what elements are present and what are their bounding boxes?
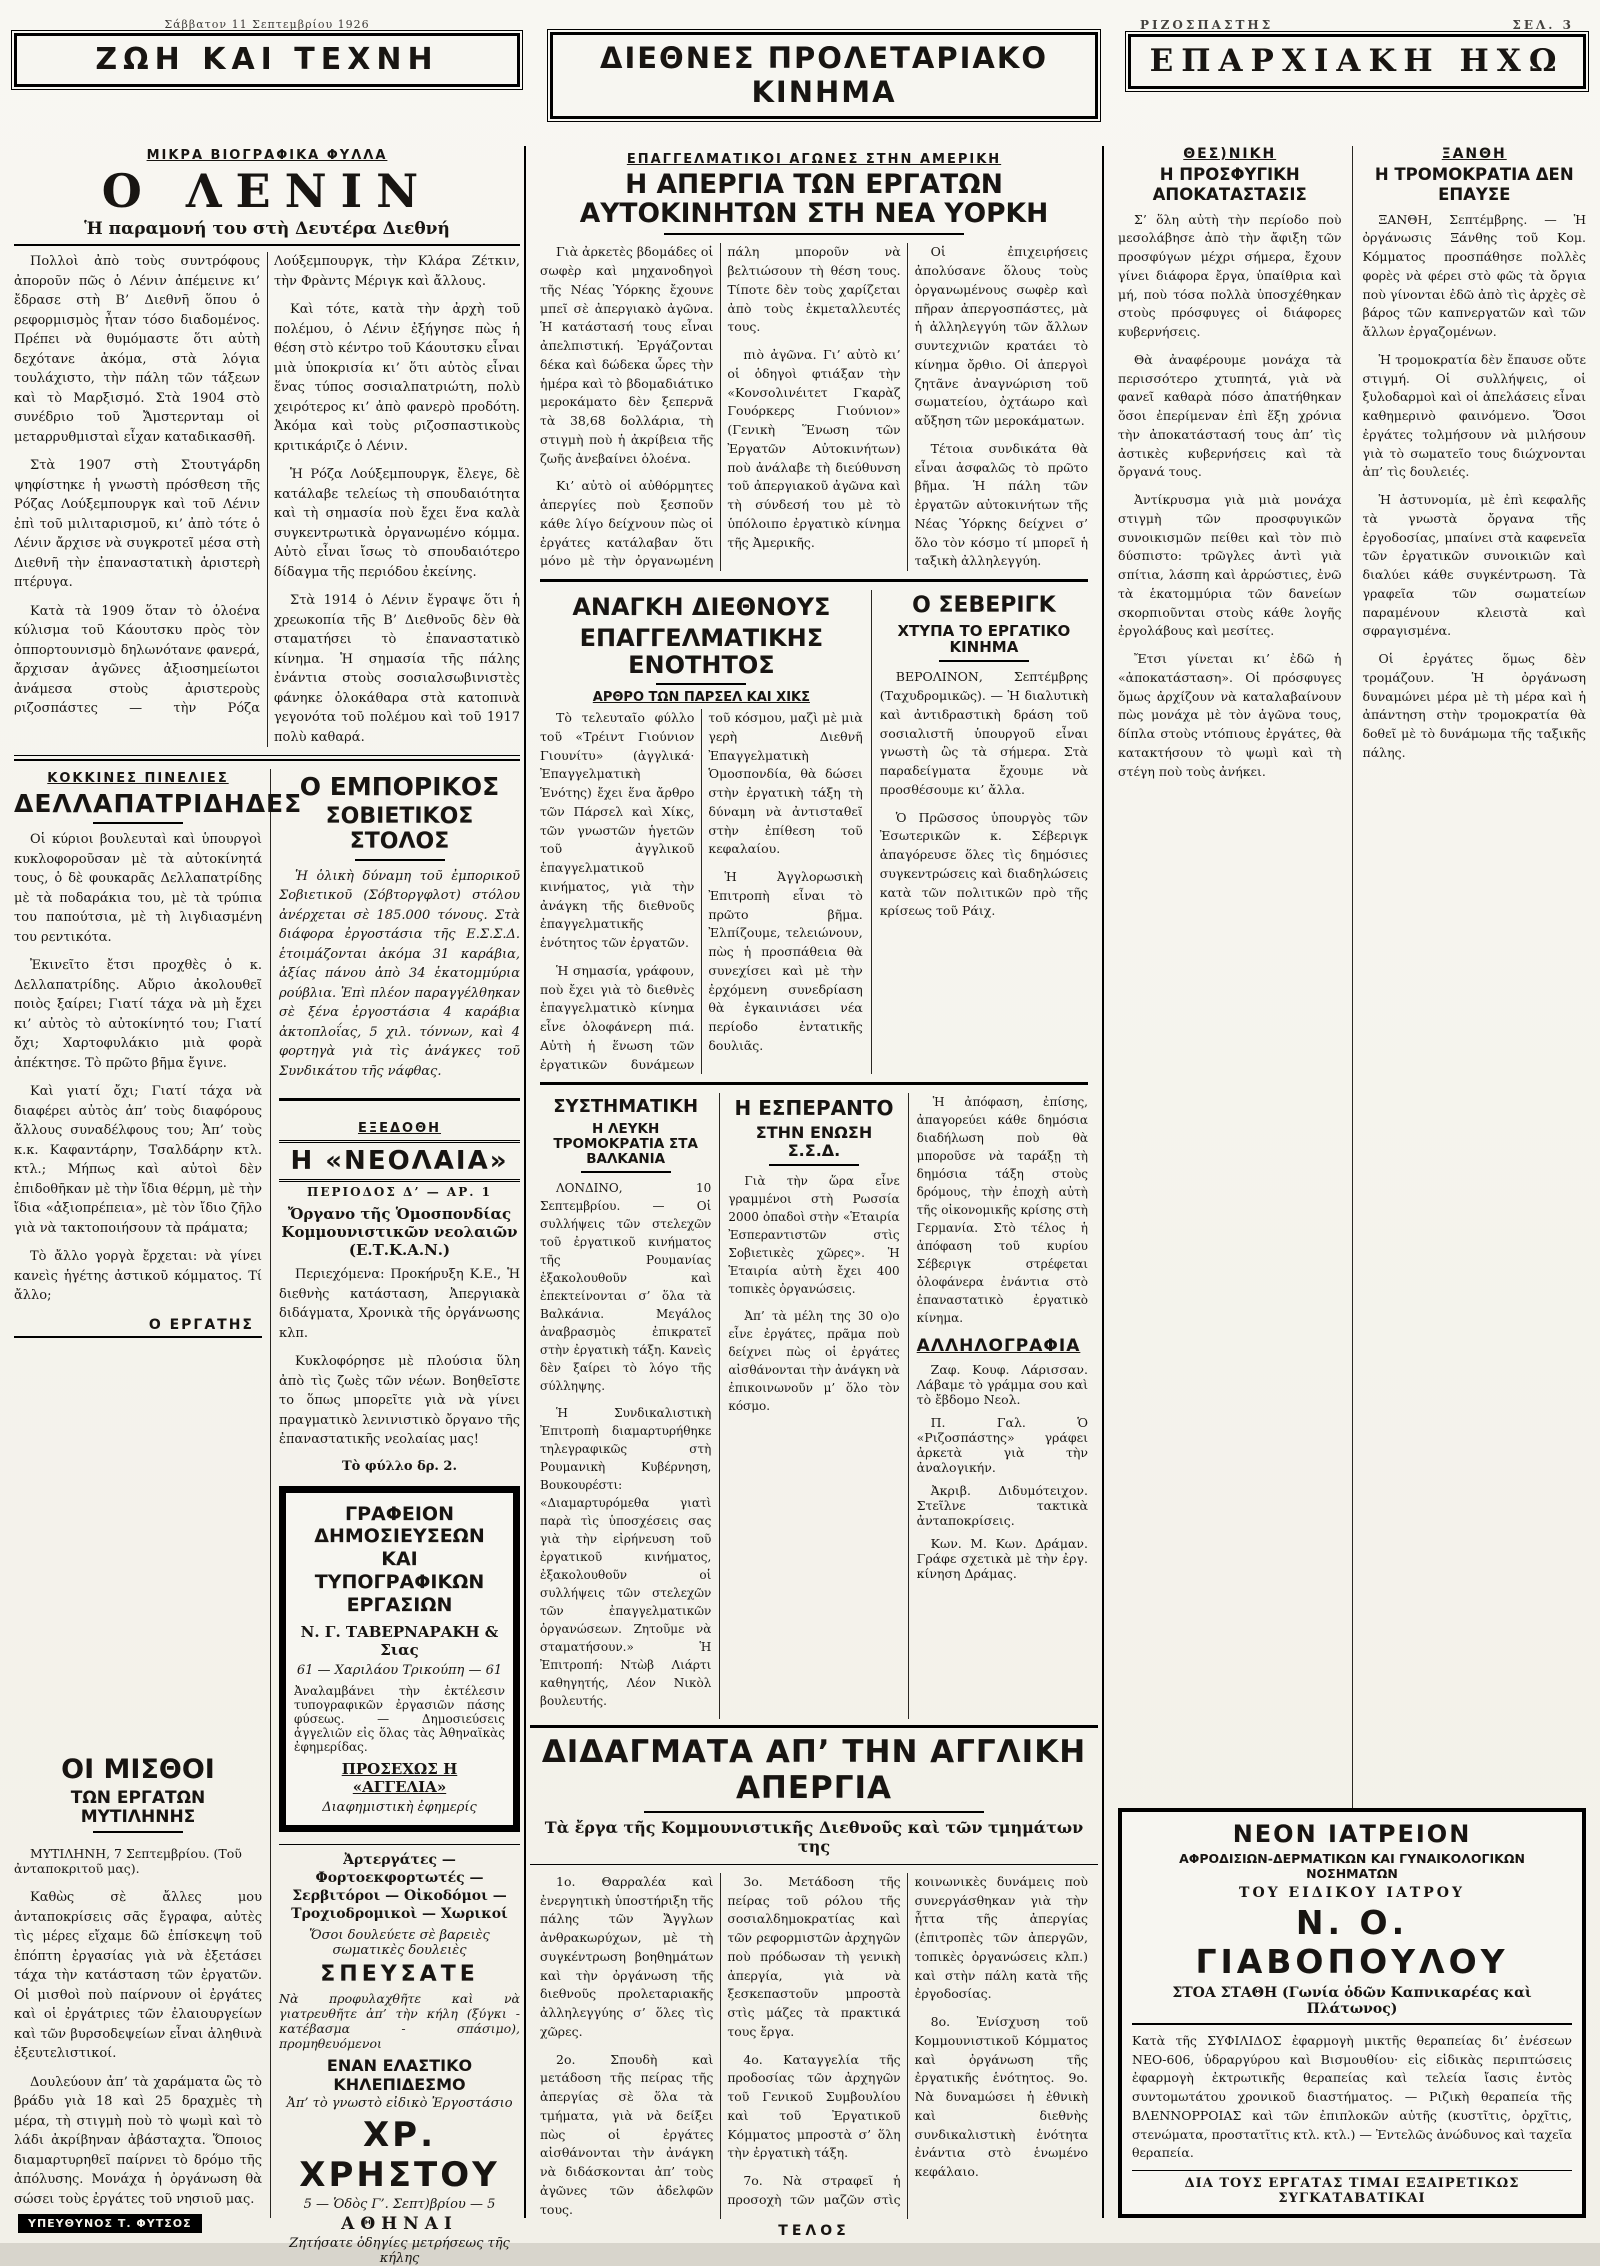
paragraph: Καὶ τότε, κατὰ τὴν ἀρχὴ τοῦ πολέμου, ὁ Λένιν ἐξήγησε πὼς ἡ θέση στὸ κέντρο τοῦ Κάουτσκυ εἶναι μιὰ ὑποκρισία κι’ ὅτι αὐτὸς εἶναι ἕνας τύπος σοσιαλπατριώτη, πολὺ χειρότερος κι’ ἀπὸ φανερὸ προδότη. Ἀκόμα καὶ τοὺς ριζοσπαστικοὺς κριτικάριζε ὁ Λένιν. <box>274 302 520 454</box>
article-severing <box>872 590 1088 1074</box>
stolos-body <box>279 867 520 1082</box>
correspondence-item: Ζαφ. Κουφ. Λάρισσαν. Λάβαμε τὸ γράμμα σου καὶ τὸ ἔβδομο Νεολ. <box>916 1362 1088 1408</box>
ad-iatreion <box>1118 1808 1586 2218</box>
paragraph: 3ο. Μετάδοση τῆς πείρας τοῦ ρόλου τῆς σοσιαλδημοκρατίας καὶ τῶν ρεφορμιστῶν ἀρχηγῶν ποὺ πρόδωσαν τὴ γενικὴ ἀπεργία, γιὰ νὰ ξεσκεπαστοῦν μπροστὰ στὶς μάζες τὰ πρακτικά τους ἔργα. <box>727 1873 901 2039</box>
kil-address: 5 — Ὁδὸς Γ’. Σεπτ)βρίου — 5 <box>303 2197 496 2213</box>
iatreion-doctor: Ν. Ο. ΓΙΑΒΟΠΟΥΛΟΥ <box>1195 1902 1509 1981</box>
paragraph: Γιὰ τὴν ὥρα εἶνε γραμμένοι στὴ Ρωσσία 2000 ὀπαδοὶ στὴν «Ἑταιρία Ἐσπεραντιστῶν στὶς Σοβιετικὲς χῶρες». Ἡ Ἑταιρία αὐτὴ ἔχει 400 τοπικὲς ὀργανώσεις. <box>728 1173 900 1296</box>
column-divider-1 <box>524 146 526 2218</box>
paragraph: Ἡ τρομοκρατία δὲν ἔπαυσε οὔτε στιγμή. Οἱ συλλήψεις, οἱ ξυλοδαρμοὶ καὶ οἱ ἀπελάσεις εἶναι καθημερινὸ φαινόμενο. Ὅσοι ἐργάτες τολμήσουν νὰ μιλήσουν γιὰ τὸ σωματεῖο τους διώχνονται ἀπ’ τὶς δουλειές. <box>1362 351 1586 480</box>
right-section <box>1108 146 1586 2218</box>
balkania-title-line2: Η ΛΕΥΚΗ ΤΡΟΜΟΚΡΑΤΙΑ ΣΤΑ ΒΑΛΚΑΝΙΑ <box>553 1120 698 1167</box>
balkania-body <box>540 1179 711 1710</box>
left-ads-stack <box>279 1474 520 2266</box>
paragraph: ΛΟΝΔΙΝΟ, 10 Σεπτεμβρίου. — Οἱ συλλήψεις τῶν στελεχῶν τοῦ ἐργατικοῦ κινήματος τῆς Ρουμανίας ἐξακολουθοῦν καὶ ἐπεκτείνονται σ’ ὅλα τὰ Βαλκάνια. Μεγάλος ἀναβρασμὸς ἐπικρατεῖ στὴν ἐργατικὴ τάξη. Κανεὶς δὲν ξαίρει τὸ λόγο τῆς σύλληψης. <box>540 1180 712 1393</box>
kil-audience: Ἀρτεργάτες — Φορτοεκφορτωτές — Σερβιτόροι — Οἰκοδόμοι — Τροχιοδρομικοὶ — Χωρικοί <box>291 1851 508 1923</box>
paragraph: Πολλοὶ ἀπὸ τοὺς συντρόφους ἀποροῦν πῶς ὁ Λένιν ἀπέμεινε κι’ ἔδρασε στὴ Β’ Διεθνῆ ὅπου ὁ ρεφορμισμὸς ἦταν τόσο διαδομένος. Πρέπει νὰ θυμόμαστε ὅτι αὐτὴ δεχότανε ἀκόμα, στὰ λόγια τουλάχιστο, τὴν πάλη τῶν τάξεων καὶ τὸ Μαρξισμό. Στὰ 1904 στὸ συνέδριο τοῦ Ἄμστερνταμ οἱ μεταρρυθμισταὶ εἶχαν καταδικασθῆ. <box>14 254 260 445</box>
paragraph: Ἀντίκρυσμα γιὰ μιὰ μονάχα στιγμὴ τῶν προσφυγικῶν συνοικισμῶν πείθει καὶ τὸν πιὸ δύσπιστο: τρῶγλες ἀντὶ γιὰ σπίτια, λάσπη καὶ ἀρρώστιες, ἐνῶ τὰ ἑκατομμύρια τῶν δανείων σκορπιοῦνται στοὺς κάθε λογῆς ἐργολάβους καὶ μεσίτες. <box>1118 492 1342 639</box>
article-kokkines <box>14 769 303 1344</box>
stolos-title-line1: Ο ΕΜΠΟΡΙΚΟΣ <box>299 772 500 802</box>
kil-body: Νὰ προφυλαχθῆτε καὶ νὰ γιατρευθῆτε ἀπ’ τὴν κήλη (ξύγκι - κατέβασμα - σπάσιμο), προμηθευόμενοι <box>279 1991 520 2052</box>
severing-body <box>880 668 1088 921</box>
paragraph: Ὁ Πρῶσσος ὑπουργὸς τῶν Ἐσωτερικῶν κ. Σέβεριγκ ἀπαγόρευσε ὅλες τὶς δημόσιες συγκεντρώσεις καὶ διαδηλώσεις κατὰ τῶν πολιτικῶν πρὸ τῆς κρίσεως τοῦ Ράιχ. <box>879 809 1088 919</box>
paragraph: ΞΑΝΘΗ, Σεπτέμβρης. — Ἡ ὀργάνωσις Ξάνθης τοῦ Κομ. Κόμματος προσπάθησε πολλὲς φορὲς νὰ φέρει στὸ φῶς τὰ ὄργια ποὺ γίνονται ἐδῶ ἀπὸ τὶς ἀρχὲς σὲ βάρος τῶν καπνεργατῶν καὶ τῶν ἄλλων ἐργαζομένων. <box>1362 211 1586 340</box>
paragraph: 7ο. Νὰ στραφεῖ ἡ προσοχὴ τῶν μαζῶν στὶς κοινωνικὲς δυνάμεις ποὺ συνεργάσθηκαν γιὰ τὴν ἧττα τῆς ἀπεργίας (ἐπιτροπὲς τῶν ἀπεργῶν, τοπικὲς ὀργανώσεις κλπ.) καὶ στὴν πάλη κατὰ τῆς ἐργοδοσίας. <box>727 1873 1088 2207</box>
esperanto-title-line1: Η ΕΣΠΕΡΑΝΤΟ <box>734 1096 894 1121</box>
paragraph: 2ο. Σπουδὴ καὶ μετάδοση τῆς πείρας τῆς ἀπεργίας σὲ ὅλα τὰ τμήματα, γιὰ νὰ δείξει πὼς οἱ ἐργάτες αἰσθάνονται τὴν ἀνάγκη νὰ διδάσκονται ἀπ’ τοὺς ἀγῶνες τῶν ἀδελφῶν τους. <box>540 2051 714 2217</box>
stolos-title-line2: ΣΟΒΙΕΤΙΚΟΣ ΣΤΟΛΟΣ <box>325 804 474 854</box>
issue-date: Σάββατον 11 Σεπτεμβρίου 1926 <box>164 18 370 31</box>
lenin-kicker: ΜΙΚΡΑ ΒΙΟΓΡΑΦΙΚΑ ΦΥΛΛΑ <box>146 148 388 163</box>
paragraph: Δουλεύουν ἀπ’ τὰ χαράματα ὣς τὸ βράδυ γιὰ 18 καὶ 25 δραχμὲς τὴ μέρα, τὴ στιγμὴ ποὺ τὸ ψωμὶ καὶ τὸ λάδι ἀκρίβηναν ἀβάσταχτα. Ὅποιος διαμαρτυρηθεῖ παίρνει τὸ δρόμο τῆς ἀπόλυσης. Μονάχα ἡ ὀργάνωση θὰ σώσει τοὺς ἐργάτες τοῦ νησιοῦ μας. <box>14 2074 262 2207</box>
article-stolos <box>279 769 520 1090</box>
neolaia-body <box>279 1265 520 1450</box>
grafeion-address: 61 — Χαριλάου Τρικούπη — 61 <box>296 1662 503 1678</box>
iatreion-address: ΣΤΟΑ ΣΤΑΘΗ (Γωνία ὁδῶν Καπνικαρέας καὶ Πλάτωνος) <box>1132 1985 1572 2025</box>
neolaia-issue: ΠΕΡΙΟΔΟΣ Δ’ — ΑΡ. 1 <box>307 1185 492 1200</box>
paragraph: Στὰ 1914 ὁ Λένιν ἔγραψε ὅτι ἡ χρεωκοπία τῆς Β’ Διεθνοῦς δὲν θὰ σταματήσει τὸ ἐπαναστατικὸ κίνημα. Ἡ σημασία τῆς πάλης ἐνάντια στοὺς σοσιαλσωβινιστὲς φάνηκε ὁλοκάθαρα στὰ κατοπινὰ γεγονότα τοῦ πολέμου καὶ τοῦ 1917 πολὺ καθαρά. <box>274 593 520 745</box>
kokkines-signature: Ο ΕΡΓΑΤΗΣ <box>14 1315 262 1338</box>
enotis-title-line2: ΕΠΑΓΓΕΛΜΑΤΙΚΗΣ ΕΝΟΤΗΤΟΣ <box>579 623 824 679</box>
misthoi-dateline: ΜΥΤΙΛΗΝΗ, 7 Σεπτεμβρίου. (Τοῦ ἀνταποκριτοῦ μας). <box>14 1845 242 1876</box>
mid-row-1 <box>540 590 1088 1074</box>
grafeion-body: Ἀναλαμβάνει τὴν ἐκτέλεσιν τυπογραφικῶν ἐργασιῶν πάσης φύσεως. — Δημοσιεύσεις ἀγγελιῶν εἰς ὅλας τὰς Ἀθηναϊκὰς ἐφημερίδας. <box>294 1683 505 1754</box>
title-rule <box>93 822 183 824</box>
paragraph: 1ο. Θαρραλέα καὶ ἐνεργητικὴ ὑποστήριξη τῆς πάλης τῶν Ἄγγλων ἀνθρακωρύχων, μὲ τὴ συγκέντρωση βοηθημάτων καὶ τὴν ὀργάνωση τῆς διεθνοῦς προλεταριακῆς ἀλληλεγγύης σ’ ὅλες τὶς χῶρες. <box>540 1873 714 2039</box>
grafeion-line2: ΚΑΙ ΤΥΠΟΓΡΑΦΙΚΩΝ ΕΡΓΑΣΙΩΝ <box>314 1548 485 1616</box>
kil-from: Ἀπ’ τὸ γνωστὸ εἰδικὸ Ἐργοστάσιο <box>286 2096 513 2112</box>
mid-row-2 <box>540 1093 1088 1718</box>
masthead-left-title: ΖΩΗ ΚΑΙ ΤΕΧΝΗ <box>14 33 520 87</box>
ad-rule <box>279 1844 520 1845</box>
masthead-center <box>550 18 1098 119</box>
didagmata-end: ΤΕΛΟΣ <box>778 2223 850 2240</box>
title-rule <box>656 683 746 685</box>
paragraph: Ἐκινεῖτο ἔτσι προχθὲς ὁ κ. Δελλαπατρίδης. Αὔριο ἀκολουθεῖ ποιὸς ξαίρει; Γιατί τάχα νὰ μὴ ἔχει κι’ αὐτὸς τὸ αὐτοκίνητό του; Γιατί ὄχι; Χαρτοφυλάκιο μιὰ φορὰ ἀπέκτησε. Τὸ πρῶτο βῆμα ἔγινε. <box>14 958 262 1071</box>
article-prosfygiki <box>1118 146 1342 1808</box>
lenin-subtitle: Ἡ παραμονή του στὴ Δευτέρα Διεθνή <box>14 219 520 246</box>
allilografia-title: ΑΛΛΗΛΟΓΡΑΦΙΑ <box>916 1336 1081 1357</box>
xanthi-kicker: ΞΑΝΘΗ <box>1441 146 1507 162</box>
iatreion-line1: ΑΦΡΟΔΙΣΙΩΝ-ΔΕΡΜΑΤΙΚΩΝ ΚΑΙ ΓΥΝΑΙΚΟΛΟΓΙΚΩΝ ΝΟΣΗΜΑΤΩΝ <box>1179 1850 1525 1881</box>
middle-section <box>530 146 1098 2240</box>
article-enotis <box>540 590 872 1074</box>
section-rule <box>540 579 1088 582</box>
misthoi-title-line1: ΟΙ ΜΙΣΘΟΙ <box>61 1753 215 1785</box>
paragraph: Ἡ ἀστυνομία, μὲ ἐπὶ κεφαλῆς τὰ γνωστὰ ὄργανα τῆς ἐργοδοσίας, μπαίνει στὰ καφενεῖα τῶν ἐργατικῶν συνοικιῶν καὶ διαλύει κάθε συγκέντρωση. Τὰ γραφεῖα τῶν σωματείων παραμένουν κλειστὰ καὶ σφραγισμένα. <box>1362 492 1586 639</box>
paragraph: Καθὼς σὲ ἄλλες μου ἀνταποκρίσεις σᾶς ἔγραφα, αὐτὲς τὶς μέρες εἴχαμε δῶ ἐπίσκεψη τοῦ ἐπόπτη ἐργασίας γιὰ νὰ ἐξετάσει τάχα τὴν κατάσταση τῶν ἐργατῶν. Οἱ μισθοὶ ποὺ παίρνουν οἱ ἐργάτες καὶ οἱ ἐργάτριες τῶν ἐλαιουργείων καὶ τῶν βυρσοδεψείων εἶναι ἀληθινὰ ἐξευτελιστικοί. <box>14 1890 262 2061</box>
paragraph: πιὸ ἀγῶνα. Γι’ αὐτὸ κι’ οἱ ὁδηγοὶ φτιάξαν τὴν «Κονσολινέιτετ Γκαρὰζ Γουόρκερς Γιούνιον» (Γενικὴ Ἕνωση τῶν Ἐργατῶν Αὐτοκινήτων) ποὺ ἀνάλαβε τὴ διεύθυνση τοῦ ἀπεργιακοῦ ἀγῶνα καὶ τὴ σύνδεσή του μὲ τὸ ὑπόλοιπο ἐργατικὸ κίνημα τῆς Ἀμερικῆς. <box>727 347 901 550</box>
ny-title: Η ΑΠΕΡΓΙΑ ΤΩΝ ΕΡΓΑΤΩΝ ΑΥΤΟΚΙΝΗΤΩΝ ΣΤΗ ΝΕΑ ΥΟΡΚΗ <box>579 169 1049 230</box>
paragraph: Ἡ Συνδικαλιστικὴ Ἐπιτροπὴ διαμαρτυρήθηκε τηλεγραφικῶς στὴ Ρουμανικὴ Κυβέρνηση, Βουκουρέστι: «Διαμαρτυρόμεθα γιατὶ παρὰ τὶς ὑποσχέσεις σας γιὰ τὴν εἰρήνευση τοῦ ἐργατικοῦ κινήματος, ἐξακολουθοῦν οἱ συλλήψεις τῶν στελεχῶν τῶν ἐπαγγελματικῶν ὀργανώσεων. Ζητοῦμε νὰ σταματήσουν.» Ἡ Ἐπιτροπή: Ντὼβ Λιάρτι καθηγητής, Λέον Νικὸλ βουλευτής. <box>540 1405 712 1708</box>
masthead-right-topline <box>1128 18 1586 32</box>
misthoi-title-line2: ΤΩΝ ΕΡΓΑΤΩΝ ΜΥΤΙΛΗΝΗΣ <box>70 1787 206 1827</box>
grafeion-coming: ΠΡΟΣΕΧΩΣ Η «ΑΓΓΕΛΙΑ» <box>341 1759 458 1796</box>
paragraph: Ἡ ὁλικὴ δύναμη τοῦ ἐμπορικοῦ Σοβιετικοῦ (Σόβτοργφλοτ) στόλου ἀνέρχεται σὲ 185.000 τόνους. Στὰ διάφορα ἐργοστάσια τῆς Ε.Σ.Σ.Δ. ἑτοιμάζονται ἀκόμα 31 καράβια, ἀξίας πάνου ἀπὸ 34 ἑκατομμύρια ρούβλια. Ἐπὶ πλέον παραγγέλθηκαν σὲ ξένα ἐργοστάσια 4 καράβια ἀκτοπλοΐας, 5 χιλ. τόννων, καὶ 4 φορτηγὰ γιὰ τὶς ἀνάγκες τοῦ Συνδικάτου τῆς νάφθας. <box>279 868 520 1079</box>
enotis-title-line1: ΑΝΑΓΚΗ ΔΙΕΘΝΟΥΣ <box>572 593 831 622</box>
paragraph: Σ’ ὅλη αὐτὴ τὴν περίοδο ποὺ μεσολάβησε ἀπὸ τὴν ἄφιξη τῶν προσφύγων μέχρι σήμερα, ἔχουν γίνει διάφορα ἔργα, ὑπαίθρια καὶ μή, ποὺ τόσα πολλὰ ὑποσχέθηκαν στοὺς πρόσφυγες οἱ διάφορες κυβερνήσεις. <box>1118 211 1342 340</box>
masthead-right <box>1128 18 1586 89</box>
iatreion-footer: ΔΙΑ ΤΟΥΣ ΕΡΓΑΤΑΣ ΤΙΜΑΙ ΕΞΑΙΡΕΤΙΚΩΣ ΣΥΓΚΑΤΑΒΑΤΙΚΑΙ <box>1132 2170 1572 2206</box>
kil-firm: ΧΡ. ΧΡΗΣΤΟΥ <box>299 2115 500 2196</box>
printer-mark: ΥΠΕΥΘΥΝΟΣ Τ. ΦΥΤΣΟΣ <box>18 2214 202 2233</box>
paragraph: Κι’ αὐτὸ οἱ αὐθόρμητες ἀπεργίες ποὺ ξεσποῦν κάθε λίγο δείχνουν πὼς οἱ ἐργάτες κατάλαβαν ὅτι μόνο μὲ τὴν ὀργανωμένη πάλη μποροῦν νὰ βελτιώσουν τὴ θέση τους. Τίποτε δὲν τοὺς χαρίζεται ἀπὸ τοὺς ἐκμεταλλευτές τους. <box>540 244 901 569</box>
kokkines-kicker: ΚΟΚΚΙΝΕΣ ΠΙΝΕΛΙΕΣ <box>47 771 229 787</box>
masthead-center-title: ΔΙΕΘΝΕΣ ΠΡΟΛΕΤΑΡΙΑΚΟ ΚΙΝΗΜΑ <box>550 32 1098 119</box>
correspondence-item: Κων. Μ. Κων. Δράμαν. Γράφε σχετικὰ μὲ τὴν ἐργ. κίνηση Δράμας. <box>916 1536 1088 1582</box>
didagmata-subtitle: Τὰ ἔργα τῆς Κομμουνιστικῆς Διεθνοῦς καὶ τῶν τμημάτων της <box>544 1817 1084 1856</box>
kil-note: Ζητήσατε ὁδηγίες μετρήσεως τῆς κήλης <box>289 2236 510 2266</box>
article-misthoi <box>14 1751 262 2218</box>
paragraph: 8ο. Ἐνίσχυση τοῦ Κομμουνιστικοῦ Κόμματος καὶ ὀργάνωση τῆς ἐργατικῆς ἑνότητος. 9ο. Νὰ δυναμώσει ἡ ἐθνικὴ καὶ διεθνὴς συνδικαλιστικὴ ἑνότητα ἐνάντια στὸ ἑνωμένο κεφάλαιο. <box>914 2014 1088 2180</box>
neolaia-price: Τὸ φύλλο δρ. 2. <box>341 1458 458 1474</box>
title-rule <box>769 1164 859 1166</box>
paper-name: ΡΙΖΟΣΠΑΣΤΗΣ <box>1140 18 1274 32</box>
grafeion-firm: Ν. Γ. ΤΑΒΕΡΝΑΡΑΚΗ & Σιας <box>300 1622 499 1659</box>
neolaia-title: Η «ΝΕΟΛΑΙΑ» <box>279 1140 520 1182</box>
article-esperanto <box>719 1093 907 1718</box>
lenin-body <box>14 252 520 747</box>
paragraph: Γιὰ ἀρκετὲς βδομάδες οἱ σωφὲρ καὶ μηχανοδηγοὶ τῆς Νέας Ὑόρκης ἔχουνε μπεῖ σὲ ἀπεργιακὸ ἀγῶνα. Ἡ κατάστασή τους εἶναι ἀπελπιστική. Ἐργάζονται δέκα καὶ δώδεκα ὧρες τὴν ἡμέρα καὶ τὸ βδομαδιάτικο μεροκάματο δὲν ξεπερνᾶ τὰ 38,68 δολλάρια, τὴ στιγμὴ ποὺ ἡ ἀκρίβεια τῆς ζωῆς ἀνεβαίνει ὁλοένα. <box>540 244 714 466</box>
paragraph: ΒΕΡΟΛΙΝΟΝ, Σεπτέμβρης (Ταχυδρομικῶς). — Ἡ διαλυτικὴ καὶ ἀντιδραστικὴ δράση τοῦ σοσιαλιστῆ ὑπουργοῦ εἶναι γνωστὴ ὣς τὰ σήμερα. Στὰ παραδείγματα ἔχουμε νὰ προσθέσουμε κι’ ἄλλα. <box>879 669 1088 797</box>
article-ny-strike <box>540 146 1088 571</box>
article-balkania <box>540 1093 719 1718</box>
paragraph: Ἀπ’ τὰ μέλη της 30 ο)ο εἶνε ἐργάτες, πρᾶμα ποὺ δείχνει πὼς οἱ ἐργάτες αἰσθάνονται τὴν ἀνάγκη νὰ ἐπικοινωνοῦν μ’ ὅλο τὸν κόσμο. <box>728 1308 900 1413</box>
severing-title-line1: Ο ΣΕΒΕΡΙΓΚ <box>912 593 1056 619</box>
paragraph: Ἡ σημασία, γράφουν, ποὺ ἔχει γιὰ τὸ διεθνὲς ἐπαγγελματικὸ κίνημα εἶνε ὁλοφάνερη πιά. Αὐτὴ ἡ ἕνωση τῶν ἐργατικῶν δυνάμεων τοῦ κόσμου, μαζὶ μὲ μιὰ γερὴ Διεθνῆ Ἐπαγγελματικὴ Ὁμοσπονδία, θὰ δώσει στὴν ἐργατικὴ τάξη τὴ δύναμη νὰ ἀντισταθεῖ στὴν ἐπίθεση τοῦ κεφαλαίου. <box>540 710 863 1072</box>
paragraph: Καὶ γιατί ὄχι; Γιατί τάχα νὰ διαφέρει αὐτὸς ἀπ’ τοὺς διαφόρους ἄλλους συναδέλφους του; Ἀπ’ τοὺς κ.κ. Καφαντάρην, Τσαλδάρην κτλ. κτλ.; Μήπως καὶ αὐτοὶ δὲν ἐπιδοθῆκαν μὲ τὴν ἴδια θέρμη, μὲ τὴν ἴδια «ἀξιοπρέπεια», μὲ τὸν ἴδιο ζῆλο γιὰ νὰ τακτοποιήσουν τὰ πράματα; <box>14 1084 262 1236</box>
column-divider-2 <box>1102 146 1104 2218</box>
grafeion-tagline: Διαφημιστικὴ ἐφημερίς <box>322 1799 477 1815</box>
article-lenin <box>14 146 520 747</box>
section-rule <box>14 755 520 761</box>
paragraph: Κατὰ τὰ 1909 ὅταν τὸ ὁλοένα κύλισμα τοῦ Κάουτσκυ πρὸς τὸν ὀππορτουνισμὸ δηλωνότανε φανερά, ἄρχισαν ἀγῶνες ἀξιοσημείωτοι ἀνάμεσα στοὺς ἀριστεροὺς ριζοσπάστες — τὴν Ρόζα Λούξεμπουργκ, τὴν Κλάρα Ζέτκιν, τὴν Φρὰντς Μέριγκ καὶ ἄλλους. <box>14 254 520 717</box>
iatreion-title: ΝΕΟΝ ΙΑΤΡΕΙΟΝ <box>1232 1819 1472 1848</box>
enotis-subtitle: ΑΡΘΡΟ ΤΩΝ ΠΑΡΣΕΛ ΚΑΙ ΧΙΚΣ <box>592 689 810 705</box>
severing-title-line2: ΧΤΥΠΑ ΤΟ ΕΡΓΑΤΙΚΟ ΚΙΝΗΜΑ <box>897 621 1071 657</box>
kil-product: ΕΝΑΝ ΕΛΑΣΤΙΚΟ ΚΗΛΕΠΙΔΕΣΜΟ <box>326 2056 473 2095</box>
ny-body <box>540 243 1088 571</box>
paragraph: Τέτοια συνδικάτα θὰ εἶναι ἀσφαλῶς τὸ πρῶτο βῆμα. Ἡ πάλη τῶν ἐργατῶν αὐτοκινήτων τῆς Νέας Ὑόρκης δείχνει σ’ ὅλο τὸν κόσμο τί μπορεῖ ἡ ταξικὴ ἀλληλεγγύη. <box>914 440 1088 569</box>
paragraph: Περιεχόμενα: Προκήρυξη Κ.Ε., Ἡ διεθνὴς κατάσταση, Ἀπεργιακὰ διδάγματα, Χρονικὰ τῆς ὀργάνωσης κλπ. <box>279 1267 520 1341</box>
title-rule <box>939 660 1029 662</box>
masthead-right-title: ΕΠΑΡΧΙΑΚΗ ΗΧΩ <box>1128 34 1586 89</box>
iatreion-body: Κατὰ τῆς ΣΥΦΙΛΙΔΟΣ ἐφαρμογὴ μικτῆς θεραπείας δι’ ἐνέσεων ΝΕΟ-606, ὑδραργύρου καὶ Βισμουθίου· εἰς εἰδικὰς περιπτώσεις ἐφαρμογὴ ἐκτρωτικῆς θεραπείας καὶ τελεία ἴασις ἐντὸς συντομωτάτου χρονικοῦ διαστήματος. — Ριζικὴ θεραπεία τῆς ΒΛΕΝΝΟΡΡΟΙΑΣ καὶ τῶν ἐπιπλοκῶν αὐτῆς (κυστῖτις, ὀρχῖτις, στενώματα, προστατῖτις κτλ. κτλ.) — Ἐντελῶς ἀνώδυνος καὶ ταχεῖα θεραπεία. <box>1132 2032 1572 2161</box>
paragraph: Ἡ Ἀγγλορωσικὴ Ἐπιτροπὴ εἶναι τὸ πρῶτο βῆμα. Ἐλπίζουμε, τελειώνουν, πὼς ἡ προσπάθεια θὰ συνεχίσει καὶ μὲ τὴν ἐρχόμενη συνεδρίαση θὰ ἐγκαινιάσει νέα περίοδο ἐντατικῆς δουλιᾶς. <box>708 869 863 1053</box>
paragraph: Ἔτσι γίνεται κι’ ἐδῶ ἡ «ἀποκατάσταση». Οἱ πρόσφυγες ὅμως ἀρχίζουν νὰ καταλαβαίνουν πὼς μονάχα μὲ τὸν ἀγῶνα τους, δίπλα στοὺς ντόπιους ἐργάτες, θὰ κατακτήσουν τὸ ψωμὶ καὶ τὴ στέγη ποὺ τοὺς ἀνήκει. <box>1118 651 1342 779</box>
paragraph: Τὸ τελευταῖο φύλλο τοῦ «Τρέιντ Γιούνιον Γιουνίτυ» (ἀγγλικά· Ἐπαγγελματικὴ Ἑνότης) ἔχει ἕνα ἄρθρο τῶν Πάρσελ καὶ Χίκς, τῶν γνωστῶν ἡγετῶν τοῦ ἀγγλικοῦ ἐπαγγελματικοῦ κινήματος, γιὰ τὴν ἀνάγκη τῆς διεθνοῦς ἐπαγγελματικῆς ἑνότητος τῶν ἐργατῶν. <box>540 710 695 951</box>
didagmata-body <box>540 1873 1088 2220</box>
masthead-left <box>14 18 520 87</box>
title-rule <box>93 1831 183 1833</box>
paragraph: Οἱ ἐπιχειρήσεις ἀπολύσανε ὅλους τοὺς ὀργανωμένους σωφὲρ καὶ πῆραν ἀπεργοσπάστες, μὰ ἡ ἀλληλεγγύη τῶν ἄλλων συντεχνιῶν κρατάει τὸ κίνημα ὄρθιο. Οἱ ἀπεργοὶ ζητᾶνε ἀναγνώριση τοῦ σωματείου, ὀχτάωρο καὶ αὔξηση τῶν μεροκάματων. <box>914 244 1088 429</box>
kokkines-title: ΔΕΛΛΑΠΑΤΡΙΔΗΔΕΣ <box>14 789 303 819</box>
esperanto-title-line2: ΣΤΗΝ ΕΝΩΣΗ Σ.Σ.Δ. <box>755 1122 873 1160</box>
esperanto-body <box>728 1172 899 1415</box>
section-rule <box>279 1098 520 1101</box>
paragraph: Ἡ Ρόζα Λούξεμπουργκ, ἔλεγε, δὲ κατάλαβε τελείως τὴ σπουδαιότητα καὶ τὴ σημασία ποὺ ἔχει ἕνα καλὰ συγκεντρωτικὰ ὀργανωμένο κόμμα. Αὐτὸ εἶναι ἴσως τὸ σπουδαιότερο δίδαγμα τῆς περιόδου ἐκείνης. <box>274 467 520 580</box>
misthoi-body <box>14 1888 262 2209</box>
severing-continuation <box>917 1093 1088 1327</box>
grafeion-line1: ΓΡΑΦΕΙΟΝ ΔΗΜΟΣΙΕΥΣΕΩΝ <box>314 1502 485 1548</box>
paragraph: Ἡ ἀπόφαση, ἐπίσης, ἀπαγορεύει κάθε δημόσια διαδήλωση ποὺ θὰ μποροῦσε νὰ ταράξῃ τὴ δημόσια τάξη στοὺς δρόμους, τὴν ἐποχὴ αὐτὴ τῆς οἰκονομικῆς κρίσης στὴ Γερμανία. Στὸ τέλος ἡ ἀπόφαση τοῦ κυρίου Σέβεριγκ στρέφεται ὁλοφάνερα ἐνάντια στὸ ἐπαναστατικὸ ἐργατικὸ κίνημα. <box>916 1095 1088 1326</box>
neolaia-kicker: ΕΞΕΔΟΘΗ <box>357 1121 442 1137</box>
paragraph: Θὰ ἀναφέρουμε μονάχα τὰ περισσότερο χτυπητά, γιὰ νὰ φανεῖ καθαρὰ πόσο ἀπατήθηκαν ὅσοι ἐπερίμεναν ἐπὶ ἕξη χρόνια τὴν ἀποκατάστασή τους ἀπ’ τὶς ἀστικὲς κυβερνήσεις καὶ τὰ ὄργανά τους. <box>1118 351 1342 480</box>
paragraph: Οἱ ἐργάτες ὅμως δὲν τρομάζουν. Ἡ ὀργάνωση δυναμώνει μέρα μὲ τὴ μέρα καὶ ἡ ἀπάντηση στὴν τρομοκρατία θὰ δοθεῖ μὲ τὸ δυνάμωμα τῆς ταξικῆς πάλης. <box>1362 651 1586 760</box>
correspondence-item: Π. Γαλ. Ὁ «Ριζοσπάστης» γράφει ἀρκετὰ γιὰ τὴν ἀναλογικήν. <box>916 1415 1088 1476</box>
ad-kilepidesmos <box>279 1844 520 2266</box>
enotis-body <box>540 709 863 1074</box>
neolaia-organ: Ὄργανο τῆς Ὁμοσπονδίας Κομμουνιστικῶν νεολαιῶν (Ε.Τ.Κ.Α.Ν.) <box>281 1205 518 1260</box>
kil-city: ΑΘΗΝΑΙ <box>341 2214 458 2235</box>
title-rule <box>664 233 964 235</box>
balkania-title-line1: ΣΥΣΤΗΜΑΤΙΚΗ <box>553 1096 699 1118</box>
paragraph: Στὰ 1907 στὴ Στουτγάρδη ψηφίστηκε ἡ γνωστὴ πρόσθεση τῆς Ρόζας Λούξεμπουργκ καὶ τοῦ Λένιν ἐπὶ τοῦ μιλιταρισμοῦ, κι’ ἀπὸ τότε ὁ Λένιν ἄρχισε νὰ συγκροτεῖ μέσα στὴ Διεθνῆ τὴν ἐπαναστατικὴ ἀριστερὴ πτέρυγα. <box>14 458 260 591</box>
page-number: ΣΕΛ. 3 <box>1512 18 1574 32</box>
kil-lead: Ὅσοι δουλεύετε σὲ βαρειὲς σωματικὲς δουλειὲς <box>309 1928 490 1959</box>
section-rule <box>540 1082 1088 1085</box>
ny-kicker: ΕΠΑΓΓΕΛΜΑΤΙΚΟΙ ΑΓΩΝΕΣ ΣΤΗΝ ΑΜΕΡΙΚΗ <box>626 152 1002 167</box>
article-didagmata <box>540 1719 1088 2240</box>
left-subcolumn-1 <box>14 769 303 2218</box>
paragraph: Οἱ κύριοι βουλευταὶ καὶ ὑπουργοὶ κυκλοφοροῦσαν μὲ τὰ αὐτοκίνητά τους, ὁ δὲ φουκαρᾶς Δελλαπατρίδης μὲ τὰ ποδαράκια του, μὲ τὰ τρύπια του παπούτσια, μὲ τὴ λιγδιασμένη του ρεντικότα. <box>14 832 262 945</box>
prosfygiki-body <box>1118 211 1342 791</box>
left-subcolumn-2 <box>271 769 520 2266</box>
lenin-title: Ο ΛΕΝΙΝ <box>101 164 433 218</box>
masthead-row <box>14 18 1586 136</box>
correspondence-item: Ἀκριβ. Διδυμότειχον. Στεῖλνε τακτικὰ ἀνταποκρίσεις. <box>916 1483 1088 1529</box>
iatreion-line2: ΤΟΥ ΕΙΔΙΚΟΥ ΙΑΤΡΟΥ <box>1239 1884 1465 1901</box>
didagmata-title: ΔΙΔΑΓΜΑΤΑ ΑΠ’ ΤΗΝ ΑΓΓΛΙΚΗ ΑΠΕΡΓΙΑ <box>541 1733 1087 1806</box>
paragraph: Κυκλοφόρησε μὲ πλούσια ὕλη ἀπὸ τὶς ζωὲς τῶν νέων. Βοηθεῖστε το ὅπως μπορεῖτε γιὰ νὰ γίνει πραγματικὸ λενινιστικὸ ὄργανο τῆς ἐπαναστατικῆς νεολαίας μας! <box>279 1354 520 1448</box>
ad-grafeion <box>279 1486 520 1832</box>
paragraph: 4ο. Καταγγελία τῆς προδοσίας τῶν ἀρχηγῶν τοῦ Γενικοῦ Συμβουλίου καὶ τοῦ Ἐργατικοῦ Κόμματος μπροστὰ σ’ ὅλη τὴν ἐργατικὴ τάξη. <box>727 2051 901 2161</box>
article-severing-cont <box>908 1093 1088 1718</box>
title-rule <box>644 1811 984 1813</box>
paragraph: Τὸ ἄλλο γοργὰ ἔρχεται: νὰ γίνει κανεὶς ἡγέτης ἀστικοῦ κόμματος. Τί ἄλλο; <box>14 1249 262 1304</box>
xanthi-body <box>1363 211 1587 772</box>
title-rule <box>355 859 445 861</box>
prosfygiki-title: Η ΠΡΟΣΦΥΓΙΚΗ ΑΠΟΚΑΤΑΣΤΑΣΙΣ <box>1152 165 1307 204</box>
prosfygiki-kicker: ΘΕΣ)ΝΙΚΗ <box>1183 146 1277 162</box>
xanthi-title: Η ΤΡΟΜΟΚΡΑΤΙΑ ΔΕΝ ΕΠΑΥΣΕ <box>1374 165 1574 204</box>
article-xanthi <box>1352 146 1587 1808</box>
kokkines-body <box>14 830 262 1306</box>
neolaia-announcement <box>279 1119 520 1474</box>
title-rule <box>581 1171 671 1173</box>
kil-speusate: ΣΠΕΥΣΑΤΕ <box>320 1962 479 1988</box>
didagmata-banner <box>530 1725 1098 1865</box>
